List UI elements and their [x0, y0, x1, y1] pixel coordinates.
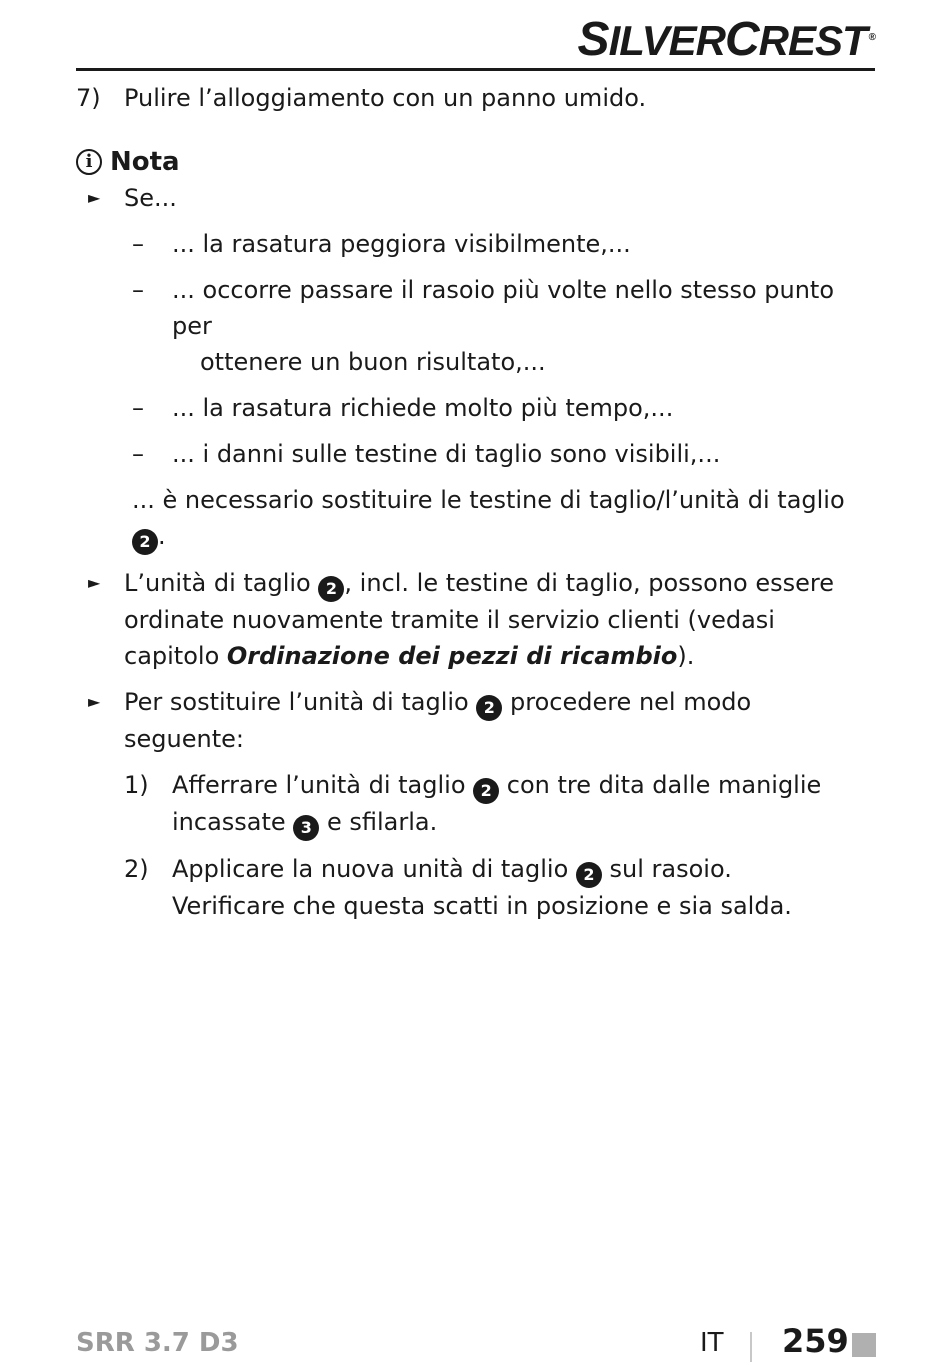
bullet-lead: Se... [124, 184, 177, 212]
language-code: IT [700, 1328, 724, 1358]
note-title: Nota [110, 147, 180, 177]
dash-icon: – [132, 440, 144, 468]
arrow-bullet-icon: ► [88, 573, 101, 592]
dash-item: – ... la rasatura richiede molto più tempo,... [76, 390, 876, 426]
reference-number-badge: 2 [476, 695, 502, 721]
dash-icon: – [132, 276, 144, 304]
sub-step-number: 1) [124, 771, 149, 799]
note-bullet-2: ► L’unità di taglio 2 , incl. le testine di taglio, possono essere ordinate nuovamente tramite il servizio clienti (vedasi capitolo Ordinazione dei pezzi di ricambio). [76, 565, 876, 674]
page-content [76, 80, 876, 924]
header-rule [76, 68, 875, 71]
arrow-bullet-icon: ► [88, 188, 101, 207]
reference-number-badge: 2 [576, 862, 602, 888]
note-conclusion: ... è necessario sostituire le testine di taglio/l’unità di taglio 2 . [76, 482, 876, 555]
reference-number-badge: 2 [132, 529, 158, 555]
note-heading [76, 144, 876, 180]
dash-icon: – [132, 394, 144, 422]
step-text: Pulire l’alloggiamento con un panno umido. [124, 84, 647, 112]
dash-item: – ... occorre passare il rasoio più volte nello stesso punto per ottenere un buon risultato,... [76, 272, 876, 380]
info-icon: i [76, 149, 102, 175]
sub-step-1: 1) Afferrare l’unità di taglio 2 con tre dita dalle maniglie incassate 3 e sfilarla. [76, 767, 876, 841]
sub-step-2: 2) Applicare la nuova unità di taglio 2 sul rasoio. Verificare che questa scatti in posizione e sia salda. [76, 851, 876, 924]
dash-icon: – [132, 230, 144, 258]
arrow-bullet-icon: ► [88, 692, 101, 711]
note-bullet-3: ► Per sostituire l’unità di taglio 2 procedere nel modo seguente: [76, 684, 876, 757]
step-7 [76, 80, 876, 116]
step-number: 7) [76, 84, 101, 112]
reference-number-badge: 2 [473, 778, 499, 804]
footer-square-icon [852, 1333, 876, 1357]
model-number: SRR 3.7 D3 [76, 1328, 239, 1358]
brand-logo: SILVERCREST ® [577, 13, 875, 66]
note-bullet-1 [76, 180, 876, 216]
reference-number-badge: 3 [293, 815, 319, 841]
dash-item: – ... la rasatura peggiora visibilmente,... [76, 226, 876, 262]
dash-item: – ... i danni sulle testine di taglio sono visibili,... [76, 436, 876, 472]
footer-divider [750, 1332, 752, 1362]
page-number: 259 [782, 1322, 849, 1360]
chapter-reference: Ordinazione dei pezzi di ricambio [226, 642, 678, 670]
sub-step-number: 2) [124, 855, 149, 883]
reference-number-badge: 2 [318, 576, 344, 602]
